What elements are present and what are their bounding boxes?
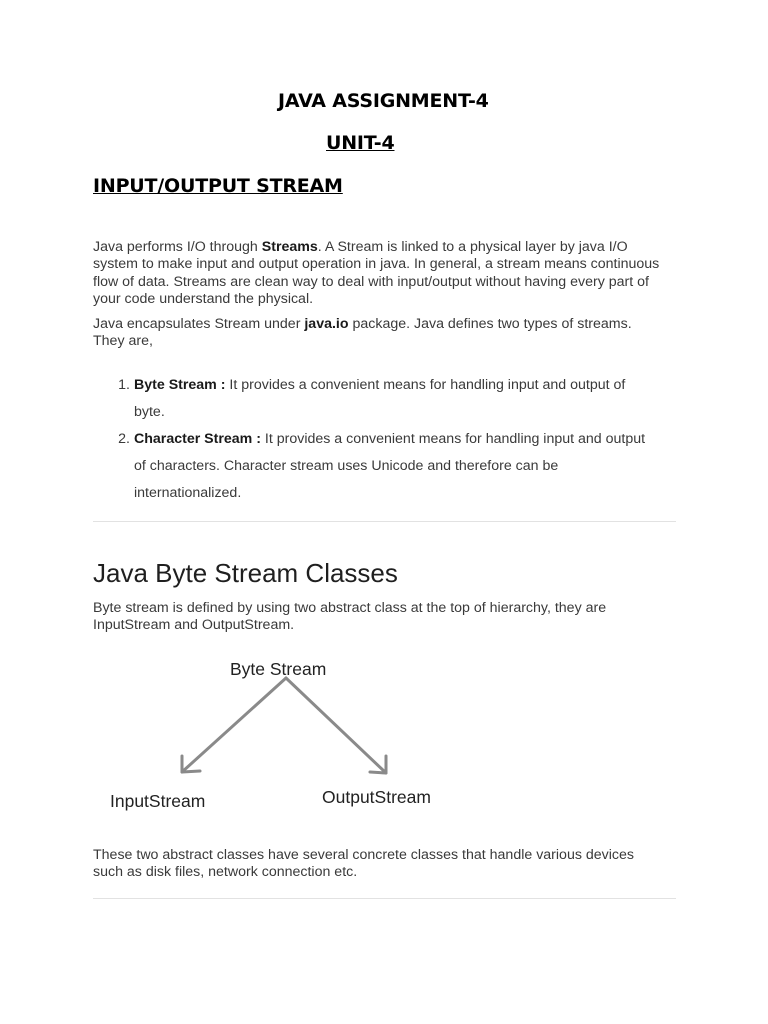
diagram-root-label: Byte Stream [230,659,327,679]
stream-types-list [110,372,670,512]
streams-keyword: Streams [261,239,318,255]
assignment-title: JAVA ASSIGNMENT-4 [278,90,489,112]
intro-paragraph-1: Java performs I/O through Streams. A Stream is linked to a physical layer by java I/O system to make input and output operation in java. In general, a stream means continuous flow of data. Streams are clean way to deal with input/output without having every part of your code understand the physical. [93,239,660,308]
list-item-number: 1. [118,377,130,393]
list-item [110,426,670,507]
byte-stream-description: Byte stream is defined by using two abstract class at the top of hierarchy, they are InputStream and OutputStream. [93,600,607,634]
byte-stream-diagram [100,650,480,820]
byte-stream-heading: Java Byte Stream Classes [93,558,398,588]
byte-stream-closing: These two abstract classes have several concrete classes that handle various devices such as disk files, network connection etc. [93,847,634,881]
intro-paragraph-2: Java encapsulates Stream under java.io package. Java defines two types of streams. They are, [93,316,632,350]
arrow-to-outputstream [286,678,386,773]
java-io-keyword: java.io [304,316,349,332]
diagram-outputstream-label: OutputStream [322,787,431,807]
diagram-inputstream-label: InputStream [110,791,206,811]
arrow-to-inputstream [182,678,286,772]
list-item-text: Character Stream : It provides a convenient means for handling input and output of characters. Character stream uses Unicode and therefore can be internationalized. [134,431,646,501]
list-item-text: Byte Stream : It provides a convenient means for handling input and output of byte. [134,377,626,420]
unit-title: UNIT-4 [326,132,395,154]
section-title: INPUT/OUTPUT STREAM [93,175,343,197]
list-item-number: 2. [118,431,130,447]
divider [93,898,676,899]
divider [93,521,676,522]
list-item [110,372,670,426]
